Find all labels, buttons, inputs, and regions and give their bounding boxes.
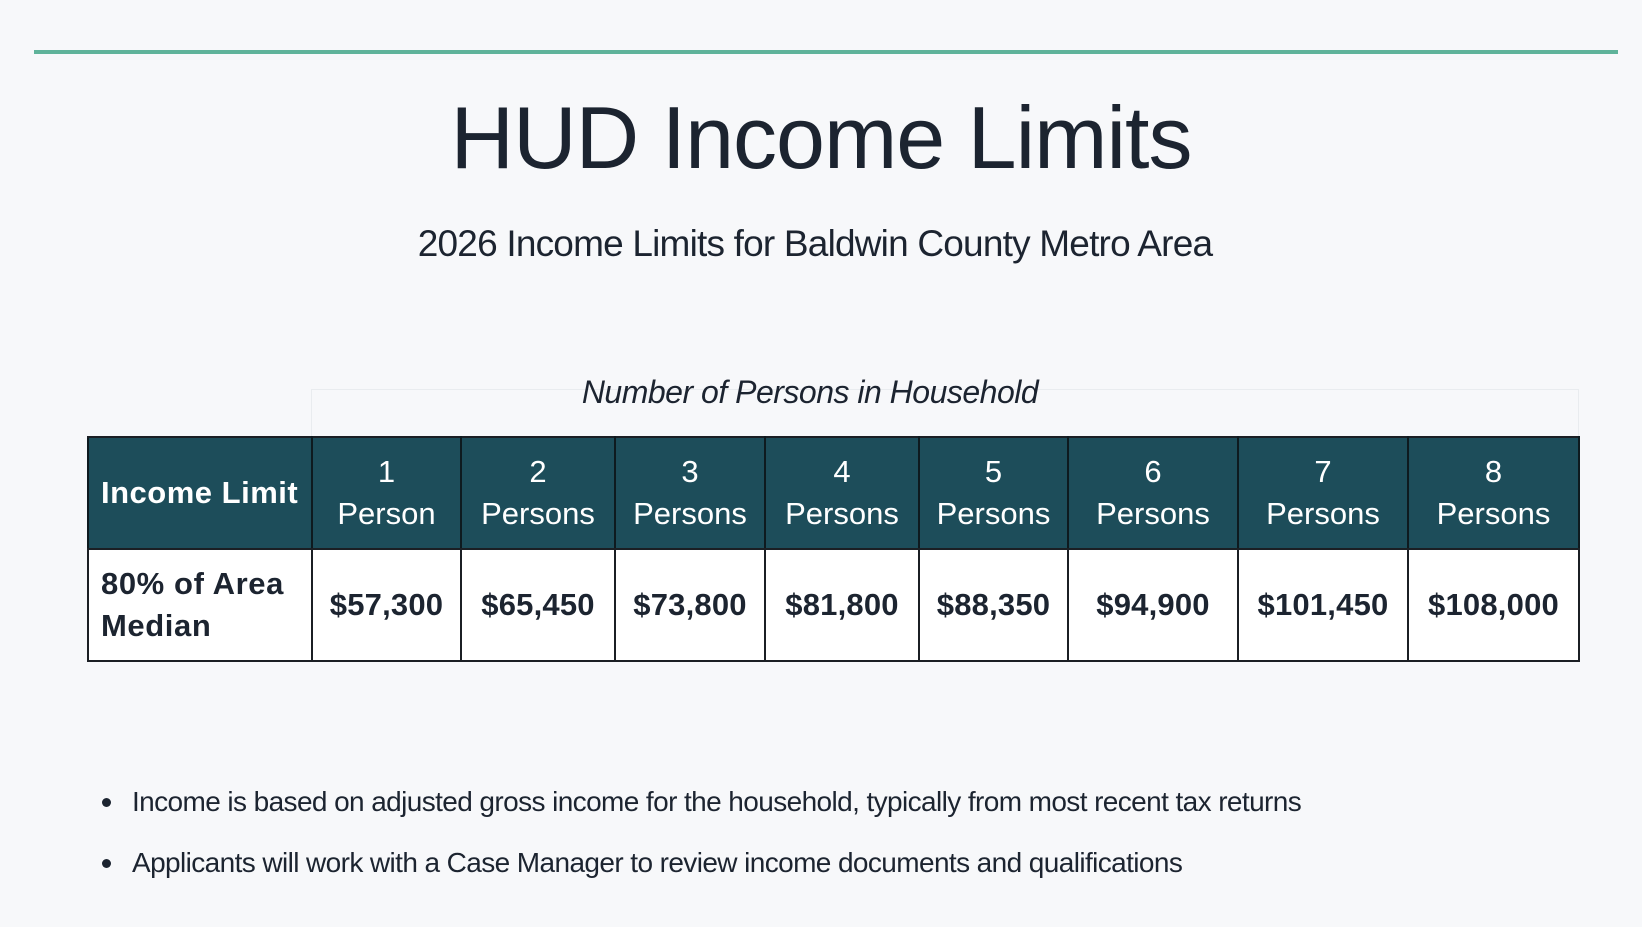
- column-header-number: 6: [1144, 454, 1162, 489]
- bullet-icon: [102, 859, 111, 868]
- column-header-number: 5: [984, 454, 1003, 489]
- table-row: [88, 549, 1579, 661]
- table-header-row: [88, 437, 1579, 549]
- value-cell: $88,350: [919, 549, 1068, 661]
- list-item: [100, 845, 1301, 881]
- column-header-number: 2: [529, 454, 547, 489]
- column-group-label: Number of Persons in Household: [581, 374, 1039, 410]
- column-header-unit: Persons: [936, 496, 1051, 531]
- column-header-3: [615, 437, 765, 549]
- column-header-7: [1238, 437, 1408, 549]
- value-cell: $101,450: [1238, 549, 1408, 661]
- value-cell: $81,800: [765, 549, 919, 661]
- column-header-2: [461, 437, 615, 549]
- column-header-unit: Persons: [1096, 496, 1210, 531]
- note-text: Applicants will work with a Case Manager to review income documents and qualifications: [132, 847, 1183, 878]
- column-header-8: [1408, 437, 1579, 549]
- column-header-6: [1068, 437, 1238, 549]
- notes-list: [100, 784, 1301, 906]
- bullet-icon: [102, 798, 111, 807]
- row-header-cell: Income Limit: [88, 437, 312, 549]
- column-header-number: 7: [1314, 454, 1332, 489]
- column-header-unit: Persons: [633, 496, 747, 531]
- top-accent-rule: [34, 50, 1618, 54]
- value-cell: $57,300: [312, 549, 461, 661]
- income-limits-table: [87, 436, 1580, 662]
- column-header-unit: Persons: [1266, 496, 1380, 531]
- column-header-number: 3: [681, 454, 699, 489]
- column-header-4: [765, 437, 919, 549]
- column-header-1: [312, 437, 461, 549]
- column-header-unit: Person: [337, 496, 436, 531]
- column-header-number: 8: [1484, 454, 1503, 489]
- list-item: [100, 784, 1301, 820]
- value-cell: $94,900: [1068, 549, 1238, 661]
- column-header-number: 4: [833, 454, 851, 489]
- note-text: Income is based on adjusted gross income for the household, typically from most recent tax returns: [132, 786, 1302, 817]
- value-cell: $73,800: [615, 549, 765, 661]
- value-cell: $108,000: [1408, 549, 1579, 661]
- column-header-number: 1: [377, 454, 396, 489]
- column-header-5: [919, 437, 1068, 549]
- column-header-unit: Persons: [1436, 496, 1551, 531]
- column-header-unit: Persons: [481, 496, 595, 531]
- value-cell: $65,450: [461, 549, 615, 661]
- slide-title: HUD Income Limits: [450, 88, 1192, 187]
- row-label-cell: 80% of Area Median: [88, 549, 312, 661]
- slide-subtitle: 2026 Income Limits for Baldwin County Metro Area: [417, 223, 1213, 264]
- column-header-unit: Persons: [785, 496, 899, 531]
